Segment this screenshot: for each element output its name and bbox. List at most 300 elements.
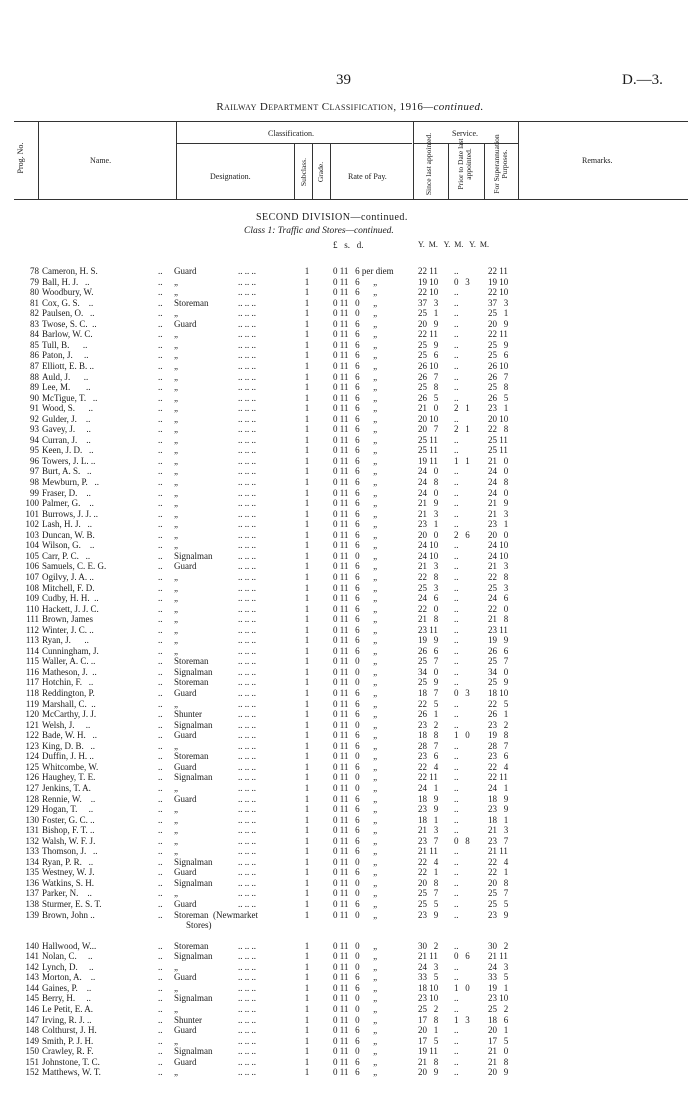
leader-dots: .. <box>158 709 163 720</box>
row-service-since-last: 22 8 <box>418 571 439 582</box>
row-service-prior: .. <box>454 1067 459 1078</box>
row-subclass: 1 <box>304 698 310 709</box>
row-designation: Guard <box>174 1056 197 1067</box>
leader-dots: .. <box>158 561 163 572</box>
table-row <box>0 699 700 710</box>
table-row <box>0 656 700 667</box>
row-service-since-last: 22 1 <box>418 867 439 878</box>
leader-dots: .. .. .. <box>238 498 256 509</box>
row-name: King, D. B. .. <box>42 740 96 751</box>
leader-dots: .. <box>158 392 163 403</box>
row-designation: Signalman <box>174 877 213 888</box>
row-name: Matheson, J. .. <box>42 666 97 677</box>
leader-dots: .. <box>158 540 163 551</box>
row-subclass: 1 <box>304 371 310 382</box>
leader-dots: .. .. .. <box>238 782 256 793</box>
page-title-suffix: —continued. <box>423 101 484 113</box>
row-designation: „ <box>174 371 178 382</box>
row-service-prior: .. <box>454 772 459 783</box>
row-rate: 0 11 0 „ <box>333 856 378 867</box>
row-number: 136 <box>25 877 39 888</box>
row-service-prior: 2 6 <box>454 529 470 540</box>
row-service-prior: .. <box>454 940 459 951</box>
row-service-superannuation: 24 6 <box>488 593 509 604</box>
row-designation: „ <box>174 614 178 625</box>
row-service-since-last: 20 7 <box>418 424 439 435</box>
row-number: 108 <box>25 582 39 593</box>
leader-dots: .. <box>158 1046 163 1057</box>
row-service-since-last: 26 10 <box>418 360 439 371</box>
row-number: 130 <box>25 814 39 825</box>
row-number: 89 <box>30 382 39 393</box>
row-name: Cudby, H. H. .. <box>42 593 99 604</box>
table-row <box>0 899 700 910</box>
row-subclass: 1 <box>304 1035 310 1046</box>
header-top-rule <box>14 121 688 122</box>
row-service-since-last: 26 5 <box>418 392 439 403</box>
row-name: Le Petit, E. A. <box>42 1003 93 1014</box>
row-service-prior: .. <box>454 719 459 730</box>
row-designation: „ <box>174 424 178 435</box>
row-subclass: 1 <box>304 339 310 350</box>
row-number: 138 <box>25 899 39 909</box>
leader-dots: .. .. .. <box>238 445 256 456</box>
row-service-since-last: 20 0 <box>418 529 439 540</box>
row-service-prior: .. <box>454 709 459 720</box>
leader-dots: .. <box>158 424 163 435</box>
row-designation: Signalman <box>174 856 213 867</box>
row-service-since-last: 26 6 <box>418 645 439 656</box>
row-service-prior: .. <box>454 593 459 604</box>
row-subclass: 1 <box>304 498 310 509</box>
row-service-since-last: 19 10 <box>418 276 439 287</box>
row-service-superannuation: 19 1 <box>488 982 509 993</box>
row-rate: 0 11 6 „ <box>333 540 378 551</box>
service-units: Y. M. Y. M. Y. M. <box>418 240 489 249</box>
table-row <box>0 266 700 277</box>
row-name: Woodbury, W. <box>42 287 94 298</box>
row-number: 123 <box>25 740 39 751</box>
row-rate: 0 11 0 „ <box>333 308 378 319</box>
table-row <box>0 846 700 857</box>
row-subclass: 1 <box>304 266 310 276</box>
row-service-since-last: 24 10 <box>418 540 439 551</box>
row-name: Waller, A. C. .. <box>42 656 96 667</box>
row-rate: 0 11 6 „ <box>333 498 378 509</box>
row-number: 78 <box>30 266 39 276</box>
row-rate: 0 11 0 „ <box>333 782 378 793</box>
table-row <box>0 424 700 435</box>
table-row <box>0 604 700 615</box>
row-number: 140 <box>25 940 39 951</box>
row-rate: 0 11 6 „ <box>333 582 378 593</box>
table-row <box>0 287 700 298</box>
header-remarks: Remarks. <box>582 156 613 165</box>
table-row <box>0 1025 700 1036</box>
row-name: Cameron, H. S. <box>42 266 98 276</box>
table-row <box>0 751 700 762</box>
row-subclass: 1 <box>304 318 310 329</box>
leader-dots: .. .. .. <box>238 825 256 836</box>
leader-dots: .. .. .. <box>238 772 256 783</box>
row-number: 95 <box>30 445 39 456</box>
row-rate: 0 11 6 „ <box>333 899 378 909</box>
row-rate: 0 11 6 „ <box>333 698 378 709</box>
row-service-since-last: 21 11 <box>418 846 438 857</box>
row-subclass: 1 <box>304 614 310 625</box>
table-row <box>0 910 700 921</box>
row-number: 91 <box>30 403 39 414</box>
row-name: Hotchin, F. .. <box>42 677 94 688</box>
leader-dots: .. .. .. <box>238 761 256 772</box>
row-designation: „ <box>174 825 178 836</box>
leader-dots: .. .. .. <box>238 888 256 899</box>
row-rate: 0 11 6 per diem <box>333 266 394 276</box>
row-service-since-last: 24 3 <box>418 961 439 972</box>
leader-dots: .. .. .. <box>238 561 256 572</box>
row-number: 97 <box>30 466 39 477</box>
table-row <box>0 466 700 477</box>
table-row <box>0 804 700 815</box>
leader-dots: .. .. .. <box>238 371 256 382</box>
row-service-superannuation: 25 7 <box>488 888 509 899</box>
row-number: 105 <box>25 550 39 561</box>
leader-dots: .. <box>158 1003 163 1014</box>
row-service-since-last: 19 11 <box>418 455 438 466</box>
leader-dots: .. <box>158 1067 163 1078</box>
row-rate: 0 11 6 „ <box>333 709 378 720</box>
row-subclass: 1 <box>304 403 310 414</box>
row-service-since-last: 17 5 <box>418 1035 439 1046</box>
row-service-superannuation: 25 2 <box>488 1003 509 1014</box>
leader-dots: .. <box>158 498 163 509</box>
row-service-superannuation: 22 10 <box>488 287 509 298</box>
row-number: 125 <box>25 761 39 772</box>
leader-dots: .. <box>158 519 163 530</box>
row-subclass: 1 <box>304 656 310 667</box>
row-subclass: 1 <box>304 382 310 393</box>
row-service-since-last: 21 3 <box>418 561 439 572</box>
row-number: 96 <box>30 455 39 466</box>
table-row <box>0 983 700 994</box>
table-row <box>0 561 700 572</box>
row-name: Paton, J. .. <box>42 350 89 361</box>
row-subclass: 1 <box>304 477 310 487</box>
table-row <box>0 836 700 847</box>
row-service-superannuation: 21 3 <box>488 825 509 836</box>
leader-dots: .. <box>158 571 163 582</box>
row-rate: 0 11 6 „ <box>333 825 378 836</box>
row-service-since-last: 33 5 <box>418 972 439 983</box>
row-rate: 0 11 0 „ <box>333 888 378 899</box>
row-rate: 0 11 6 „ <box>333 730 378 741</box>
header-subclass: Subclass. <box>299 157 308 187</box>
leader-dots: .. <box>158 329 163 340</box>
leader-dots: .. <box>158 740 163 751</box>
row-service-superannuation: 22 5 <box>488 698 509 709</box>
row-service-since-last: 23 7 <box>418 835 439 846</box>
table-row <box>0 329 700 340</box>
row-number: 145 <box>25 993 39 1004</box>
row-service-prior: .. <box>454 1035 459 1046</box>
table-row <box>0 340 700 351</box>
row-service-superannuation: 37 3 <box>488 297 509 308</box>
row-service-superannuation: 26 1 <box>488 709 509 720</box>
row-service-prior: .. <box>454 487 459 498</box>
row-designation: Guard <box>174 972 197 983</box>
row-number: 124 <box>25 751 39 762</box>
row-subclass: 1 <box>304 666 310 677</box>
header-prog-no: Prog. No. <box>16 142 25 174</box>
row-name: Ryan, P. R. .. <box>42 856 94 867</box>
row-rate: 0 11 6 „ <box>333 982 378 993</box>
row-designation: „ <box>174 593 178 604</box>
row-subclass: 1 <box>304 1056 310 1067</box>
table-row <box>0 709 700 720</box>
row-service-prior: .. <box>454 972 459 983</box>
row-designation: „ <box>174 835 178 846</box>
row-name: Rennie, W. .. <box>42 793 96 804</box>
row-number: 90 <box>30 392 39 403</box>
row-rate: 0 11 6 „ <box>333 413 378 424</box>
row-service-prior: .. <box>454 909 459 920</box>
row-rate: 0 11 0 „ <box>333 951 378 962</box>
row-rate: 0 11 6 „ <box>333 287 378 298</box>
row-number: 102 <box>25 519 39 530</box>
row-number: 137 <box>25 888 39 899</box>
leader-dots: .. .. .. <box>238 835 256 846</box>
row-name: Westney, W. J. <box>42 867 95 878</box>
row-service-since-last: 17 8 <box>418 1014 439 1025</box>
row-rate: 0 11 6 „ <box>333 624 378 635</box>
row-name: Burt, A. S. .. <box>42 466 92 477</box>
row-name: Paulsen, O. .. <box>42 308 95 319</box>
row-number: 115 <box>25 656 39 667</box>
row-subclass: 1 <box>304 508 310 519</box>
row-service-superannuation: 22 11 <box>488 329 508 340</box>
row-designation: Signalman <box>174 666 213 677</box>
leader-dots: .. .. .. <box>238 266 256 276</box>
row-subclass: 1 <box>304 287 310 298</box>
leader-dots: .. .. .. <box>238 413 256 424</box>
money-units: £ s. d. <box>333 240 364 250</box>
row-service-since-last: 23 10 <box>418 993 439 1004</box>
row-designation: „ <box>174 329 178 340</box>
row-number: 135 <box>25 867 39 878</box>
row-subclass: 1 <box>304 888 310 899</box>
row-subclass: 1 <box>304 846 310 857</box>
leader-dots: .. <box>158 276 163 287</box>
leader-dots: .. .. .. <box>238 1025 256 1036</box>
leader-dots: .. .. .. <box>238 550 256 561</box>
row-service-superannuation: 23 1 <box>488 403 509 414</box>
leader-dots: .. <box>158 550 163 561</box>
row-service-since-last: 37 3 <box>418 297 439 308</box>
row-service-since-last: 28 7 <box>418 740 439 751</box>
row-name: Samuels, C. E. G. <box>42 561 107 572</box>
leader-dots: .. .. .. <box>238 519 256 530</box>
row-service-superannuation: 24 0 <box>488 466 509 477</box>
leader-dots: .. <box>158 339 163 350</box>
leader-dots: .. .. .. <box>238 350 256 361</box>
row-subclass: 1 <box>304 1025 310 1036</box>
row-rate: 0 11 0 „ <box>333 877 378 888</box>
leader-dots: .. .. .. <box>238 360 256 371</box>
row-name: Auld, J. .. <box>42 371 89 382</box>
row-service-since-last: 22 5 <box>418 698 439 709</box>
row-number: 146 <box>25 1003 39 1014</box>
leader-dots: .. .. .. <box>238 1056 256 1067</box>
table-row <box>0 888 700 899</box>
row-designation: „ <box>174 888 178 899</box>
leader-dots: .. <box>158 582 163 593</box>
row-designation: „ <box>174 635 178 646</box>
row-service-superannuation: 23 11 <box>488 624 508 635</box>
row-rate: 0 11 6 „ <box>333 477 378 487</box>
row-designation: „ <box>174 740 178 751</box>
row-name: Wilson, G. .. <box>42 540 95 551</box>
row-designation: Storeman <box>174 297 209 308</box>
row-service-superannuation: 22 11 <box>488 266 508 276</box>
table-row <box>0 551 700 562</box>
row-service-since-last: 25 9 <box>418 677 439 688</box>
leader-dots: .. .. .. <box>238 297 256 308</box>
leader-dots: .. <box>158 951 163 962</box>
row-number: 83 <box>30 318 39 329</box>
leader-dots: .. .. .. <box>238 424 256 435</box>
row-service-since-last: 24 6 <box>418 593 439 604</box>
section-division <box>256 212 408 223</box>
row-number: 144 <box>25 982 39 993</box>
row-subclass: 1 <box>304 1067 310 1078</box>
table-row <box>0 519 700 530</box>
row-service-since-last: 20 9 <box>418 1067 439 1078</box>
leader-dots: .. <box>158 698 163 709</box>
row-designation: „ <box>174 445 178 456</box>
leader-dots: .. .. .. <box>238 455 256 466</box>
row-subclass: 1 <box>304 434 310 445</box>
table-row <box>0 1057 700 1068</box>
row-service-prior: .. <box>454 540 459 551</box>
row-name: Johnstone, T. C. <box>42 1056 100 1067</box>
row-rate: 0 11 6 „ <box>333 434 378 445</box>
row-designation: „ <box>174 455 178 466</box>
row-service-prior: .. <box>454 899 459 909</box>
row-subclass: 1 <box>304 688 310 698</box>
row-subclass: 1 <box>304 793 310 804</box>
row-service-prior: 0 3 <box>454 688 470 698</box>
row-service-since-last: 24 10 <box>418 550 439 561</box>
row-number: 119 <box>25 698 39 709</box>
row-designation: „ <box>174 571 178 582</box>
row-service-superannuation: 23 10 <box>488 993 509 1004</box>
row-number: 88 <box>30 371 39 382</box>
row-rate: 0 11 6 „ <box>333 804 378 815</box>
row-service-prior: .. <box>454 761 459 772</box>
leader-dots: .. .. .. <box>238 793 256 804</box>
row-name: Gaines, P. .. <box>42 982 92 993</box>
row-rate: 0 11 6 „ <box>333 571 378 582</box>
row-service-since-last: 22 11 <box>418 329 438 340</box>
table-row <box>0 477 700 488</box>
table-row-continuation <box>0 920 700 931</box>
row-service-prior: .. <box>454 814 459 825</box>
row-service-prior: 1 0 <box>454 982 470 993</box>
leader-dots: .. <box>158 350 163 361</box>
row-number: 98 <box>30 477 39 487</box>
header-since-last: Since last appointed. <box>424 132 433 196</box>
row-name: Irving, R. J. .. <box>42 1014 92 1025</box>
row-number: 87 <box>30 360 39 371</box>
row-service-prior: .. <box>454 624 459 635</box>
row-number: 81 <box>30 297 39 308</box>
row-designation: „ <box>174 782 178 793</box>
row-designation: „ <box>174 529 178 540</box>
row-service-prior: .. <box>454 392 459 403</box>
leader-dots: .. .. .. <box>238 477 256 487</box>
leader-dots: .. <box>158 614 163 625</box>
row-name: Keen, J. D. .. <box>42 445 94 456</box>
row-rate: 0 11 6 „ <box>333 487 378 498</box>
table-row <box>0 878 700 889</box>
row-number: 131 <box>25 825 39 836</box>
row-service-prior: .. <box>454 804 459 815</box>
row-rate: 0 11 0 „ <box>333 297 378 308</box>
row-service-since-last: 20 10 <box>418 413 439 424</box>
row-designation: „ <box>174 698 178 709</box>
row-service-since-last: 18 8 <box>418 730 439 741</box>
row-service-since-last: 24 0 <box>418 466 439 477</box>
leader-dots: .. <box>158 656 163 667</box>
row-service-prior: .. <box>454 360 459 371</box>
row-number: 99 <box>30 487 39 498</box>
page-title <box>0 101 700 113</box>
table-row <box>0 277 700 288</box>
row-service-prior: .. <box>454 888 459 899</box>
table-row <box>0 772 700 783</box>
row-number: 92 <box>30 413 39 424</box>
leader-dots: .. <box>158 793 163 804</box>
row-service-superannuation: 20 9 <box>488 318 509 329</box>
table-row <box>0 794 700 805</box>
leader-dots: .. .. .. <box>238 856 256 867</box>
header-rate: Rate of Pay. <box>348 172 387 181</box>
row-number: 120 <box>25 709 39 720</box>
row-number: 111 <box>26 614 39 625</box>
row-service-superannuation: 18 9 <box>488 793 509 804</box>
row-service-superannuation: 21 8 <box>488 1056 509 1067</box>
row-service-prior: .. <box>454 477 459 487</box>
leader-dots: .. .. .. <box>238 846 256 857</box>
row-rate: 0 11 6 „ <box>333 455 378 466</box>
row-name: Matthews, W. T. <box>42 1067 101 1078</box>
row-name: Barlow, W. C. <box>42 329 93 340</box>
row-number: 116 <box>25 666 39 677</box>
row-number: 150 <box>25 1046 39 1057</box>
row-subclass: 1 <box>304 761 310 772</box>
row-subclass: 1 <box>304 867 310 878</box>
leader-dots: .. <box>158 1014 163 1025</box>
row-name: Lynch, D. .. <box>42 961 94 972</box>
row-designation: „ <box>174 582 178 593</box>
row-subclass: 1 <box>304 529 310 540</box>
row-service-superannuation: 25 9 <box>488 339 509 350</box>
leader-dots: .. .. .. <box>238 329 256 340</box>
header-classification: Classification. <box>268 129 314 138</box>
row-subclass: 1 <box>304 835 310 846</box>
row-rate: 0 11 6 „ <box>333 445 378 456</box>
row-rate: 0 11 6 „ <box>333 740 378 751</box>
